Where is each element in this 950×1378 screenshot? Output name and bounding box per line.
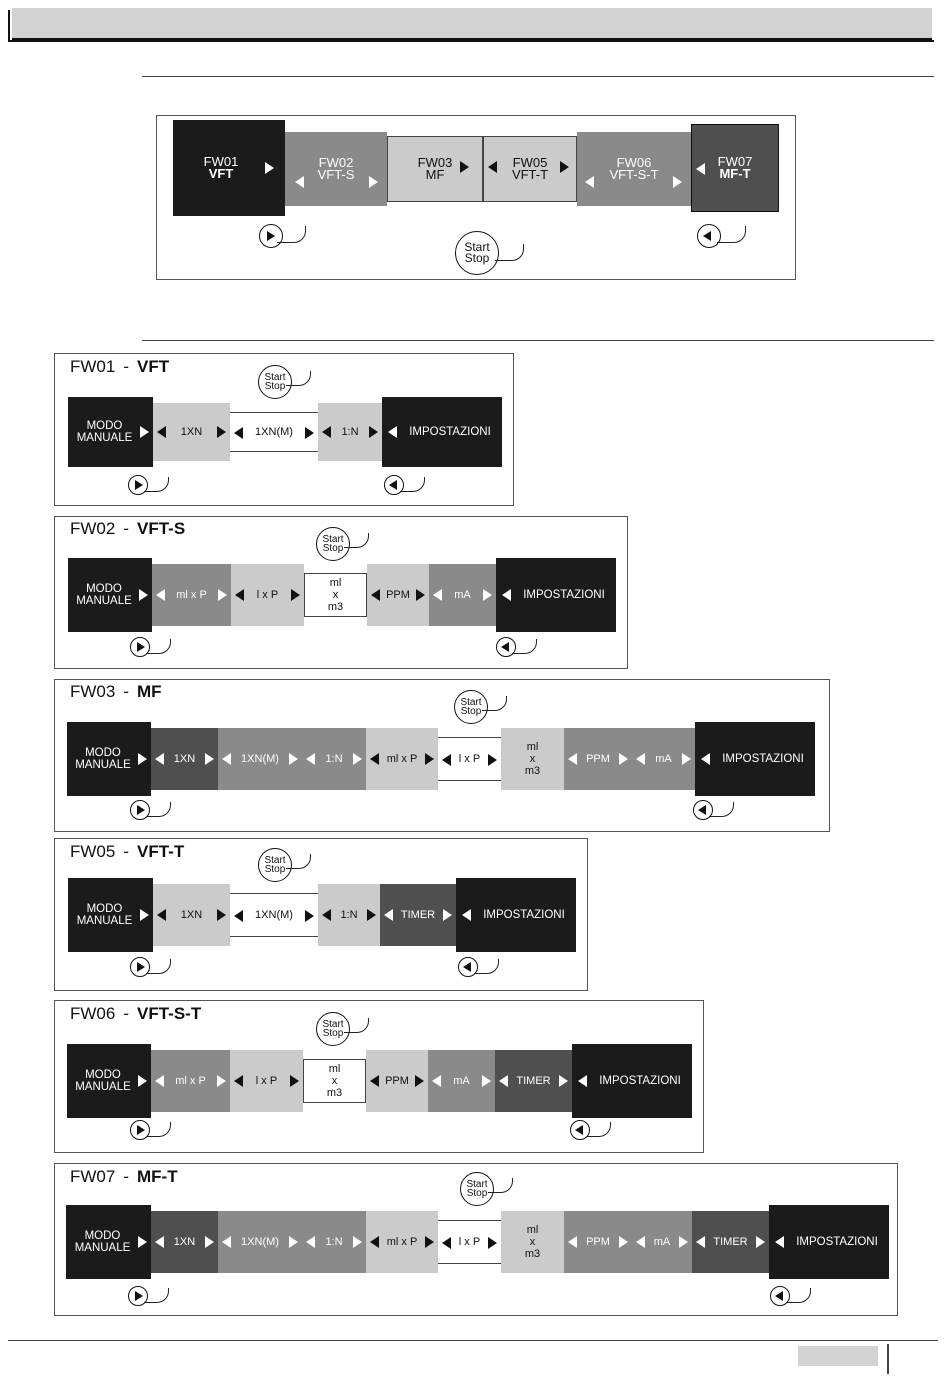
- arrow-left-icon: [578, 1075, 587, 1087]
- sequence-step-1xn-m: [218, 1211, 302, 1273]
- sequence-step-1xn: [151, 1211, 218, 1273]
- sequence-step-ml-x-m3: [303, 1059, 366, 1103]
- sequence-step-timer: [380, 884, 456, 946]
- step-label: TIMER: [400, 909, 436, 921]
- step-label: 1:N: [325, 753, 343, 765]
- header-corner-tick: [8, 10, 10, 42]
- step-label: MODO MANUALE: [75, 1069, 131, 1093]
- sequence-step-modo-manuale: [67, 722, 151, 796]
- triangle: [775, 1291, 783, 1301]
- sequence-step-1-n: [302, 728, 366, 790]
- sequence-step-timer: [495, 1050, 572, 1112]
- step-label: mA: [454, 589, 471, 601]
- arrow-right-icon: [289, 1236, 298, 1248]
- fw-item-name: VFT-S: [317, 167, 355, 182]
- arrow-right-icon: [290, 1075, 299, 1087]
- fw-item-code: FW05: [512, 155, 548, 170]
- header-bar: [12, 8, 932, 40]
- step-label: MODO MANUALE: [76, 583, 132, 607]
- arrow-left-icon: [388, 426, 397, 438]
- step-label: 1XN(M): [255, 426, 293, 438]
- pointing-hand-icon: [277, 226, 306, 243]
- sequence-separator: -: [123, 682, 130, 701]
- sequence-step-l-x-p: [438, 1220, 501, 1264]
- fw-item-name: VFT: [208, 166, 234, 181]
- arrow-right-icon: [756, 1236, 765, 1248]
- step-label: 1XN: [180, 426, 203, 438]
- arrow-left-icon: [234, 427, 243, 439]
- arrow-left-icon: [432, 1075, 441, 1087]
- sequence-code: FW03: [70, 682, 116, 701]
- footer-divider: [887, 1344, 889, 1374]
- sequence-step-1xn-m: [218, 728, 302, 790]
- arrow-right-icon: [217, 909, 226, 921]
- arrow-right-icon: [367, 909, 376, 921]
- arrow-right-icon: [353, 1236, 362, 1248]
- start-label: Start: [264, 372, 286, 383]
- arrow-left-icon: [322, 426, 331, 438]
- sequence-step-1xn: [153, 403, 230, 461]
- sequence-code: FW02: [70, 519, 116, 538]
- triangle: [135, 480, 143, 490]
- step-label: 1:N: [325, 1236, 343, 1248]
- fw-item-fw07: [691, 124, 779, 212]
- stop-label: Stop: [264, 864, 286, 875]
- arrow-right-icon: [443, 909, 452, 921]
- arrow-right-icon: [682, 753, 691, 765]
- step-label: 1XN(M): [255, 909, 293, 921]
- sequence-step-ma: [428, 1050, 495, 1112]
- arrow-right-icon: [305, 427, 314, 439]
- arrow-left-icon: [155, 1236, 164, 1248]
- sequence-step-1xn-m: [230, 412, 318, 452]
- arrow-right-icon: [369, 426, 378, 438]
- arrow-left-icon: [636, 1236, 645, 1248]
- arrow-left-icon: [502, 589, 511, 601]
- sequence-code: FW05: [70, 842, 116, 861]
- sequence-name: MF-T: [137, 1167, 178, 1186]
- sequence-step-ma: [632, 728, 695, 790]
- sequence-separator: -: [123, 842, 130, 861]
- arrow-left-icon: [234, 1075, 243, 1087]
- fw-item-name: VFT-T: [511, 167, 549, 182]
- arrow-right-icon: [140, 426, 149, 438]
- arrow-right-icon: [488, 1237, 497, 1249]
- arrow-right-icon: [679, 1236, 688, 1248]
- step-label: MODO MANUALE: [76, 903, 133, 927]
- sequence-code: FW06: [70, 1004, 116, 1023]
- start-label: Start: [264, 855, 286, 866]
- step-label: TIMER: [516, 1075, 551, 1087]
- sequence-step-1xn: [151, 728, 218, 790]
- step-label: l x P: [458, 753, 481, 765]
- arrow-left-icon: [155, 1075, 164, 1087]
- arrow-right-icon: [369, 176, 378, 188]
- arrow-right-icon: [217, 1075, 226, 1087]
- sequence-step-modo-manuale: [68, 558, 152, 632]
- arrow-right-icon: [488, 754, 497, 766]
- arrow-right-icon: [205, 753, 214, 765]
- triangle: [501, 642, 509, 652]
- step-label: mA: [655, 753, 672, 765]
- sequence-separator: -: [123, 519, 130, 538]
- stop-label: Stop: [322, 543, 344, 554]
- sequence-title: [70, 519, 185, 539]
- step-label: PPM: [586, 753, 610, 765]
- sequence-step-modo-manuale: [68, 397, 153, 467]
- start-label: Start: [460, 697, 482, 708]
- footer-rule: [8, 1340, 938, 1341]
- sequence-name: VFT-S-T: [137, 1004, 202, 1023]
- stop-label: Stop: [464, 251, 490, 265]
- arrow-left-icon: [370, 1075, 379, 1087]
- fw-item-code: FW01: [203, 154, 239, 169]
- step-label: ml x m3: [524, 741, 541, 777]
- arrow-left-icon: [235, 589, 244, 601]
- arrow-left-icon: [295, 176, 304, 188]
- start-label: Start: [464, 240, 490, 254]
- sequence-separator: -: [123, 357, 130, 376]
- section-rule-top: [142, 76, 934, 77]
- arrow-right-icon: [560, 161, 569, 173]
- arrow-right-icon: [217, 426, 226, 438]
- step-label: ml x m3: [326, 1063, 343, 1099]
- step-label: 1XN(M): [241, 753, 279, 765]
- arrow-left-icon: [306, 1236, 315, 1248]
- fw-item-fw03: [387, 136, 483, 202]
- sequence-step-impostazioni: [456, 878, 576, 952]
- header-rule: [8, 40, 934, 42]
- sequence-step-ppm: [564, 728, 632, 790]
- section-rule-middle: [142, 340, 934, 341]
- sequence-step-1-n: [318, 403, 382, 461]
- fw-item-fw06: [577, 132, 691, 206]
- sequence-separator: -: [123, 1004, 130, 1023]
- arrow-left-icon: [306, 753, 315, 765]
- stop-label: Stop: [322, 1028, 344, 1039]
- sequence-step-ml-x-p: [151, 1050, 230, 1112]
- arrow-right-icon: [415, 1075, 424, 1087]
- step-label: MODO MANUALE: [75, 747, 131, 771]
- arrow-right-icon: [138, 1075, 147, 1087]
- fw-item-fw01: [173, 120, 285, 216]
- stop-label: Stop: [460, 706, 482, 717]
- fw-item-fw05: [483, 136, 577, 202]
- fw-item-name: MF-T: [719, 166, 751, 181]
- sequence-step-impostazioni: [496, 558, 616, 632]
- sequence-separator: -: [123, 1167, 130, 1186]
- arrow-right-icon: [416, 589, 425, 601]
- fw-item-name: MF: [425, 167, 445, 182]
- step-label: ml x P: [386, 753, 418, 765]
- stop-label: Stop: [264, 381, 286, 392]
- sequence-name: MF: [137, 682, 162, 701]
- sequence-step-impostazioni: [695, 722, 815, 796]
- arrow-right-icon: [559, 1075, 568, 1087]
- fw-item-name: VFT-S-T: [609, 167, 659, 182]
- step-label: ml x m3: [327, 577, 344, 613]
- arrow-right-icon: [619, 1236, 628, 1248]
- step-label: IMPOSTAZIONI: [483, 909, 565, 921]
- sequence-step-impostazioni: [572, 1044, 692, 1118]
- sequence-step-1-n: [302, 1211, 366, 1273]
- arrow-right-icon: [139, 589, 148, 601]
- arrow-left-icon: [234, 910, 243, 922]
- fw-item-code: FW03: [417, 155, 453, 170]
- sequence-step-ppm: [367, 564, 429, 626]
- step-label: mA: [653, 1236, 671, 1248]
- arrow-left-icon: [371, 589, 380, 601]
- step-label: PPM: [385, 1075, 409, 1087]
- sequence-step-l-x-p: [230, 1050, 303, 1112]
- arrow-left-icon: [488, 161, 497, 173]
- sequence-step-ma: [429, 564, 496, 626]
- arrow-left-icon: [155, 753, 164, 765]
- step-label: l x P: [458, 1236, 481, 1248]
- sequence-step-ppm: [564, 1211, 632, 1273]
- step-label: IMPOSTAZIONI: [523, 589, 605, 601]
- arrow-left-icon: [157, 426, 166, 438]
- step-label: PPM: [386, 589, 410, 601]
- step-label: ml x P: [175, 1075, 206, 1087]
- triangle: [389, 480, 397, 490]
- arrow-right-icon: [138, 753, 147, 765]
- triangle: [137, 1125, 145, 1135]
- firmware-selection-diagram: [156, 115, 796, 280]
- sequence-title: [70, 842, 184, 862]
- arrow-right-icon: [138, 1236, 147, 1248]
- arrow-right-icon: [205, 1236, 214, 1248]
- sequence-step-impostazioni: [382, 397, 502, 467]
- sequence-title: [70, 1167, 178, 1187]
- arrow-right-icon: [425, 1236, 434, 1248]
- triangle: [135, 1291, 143, 1301]
- sequence-step-ml-x-m3: [304, 573, 367, 617]
- step-label: MODO MANUALE: [74, 1230, 131, 1254]
- fw-item-code: FW02: [318, 155, 354, 170]
- arrow-right-icon: [425, 753, 434, 765]
- step-label: 1XN: [173, 753, 196, 765]
- arrow-right-icon: [460, 161, 469, 173]
- arrow-left-icon: [701, 753, 710, 765]
- triangle: [137, 962, 145, 972]
- sequence-step-ppm: [366, 1050, 428, 1112]
- sequence-title: [70, 682, 162, 702]
- sequence-step-impostazioni: [769, 1205, 889, 1279]
- fw-item-code: FW06: [616, 155, 652, 170]
- fw-item-fw02: [285, 132, 387, 206]
- step-label: l x P: [255, 1075, 278, 1087]
- sequence-title: [70, 1004, 201, 1024]
- step-label: ml x P: [176, 589, 207, 601]
- sequence-step-1-n: [318, 884, 380, 946]
- step-label: 1XN(M): [241, 1236, 279, 1248]
- arrow-left-icon: [696, 1236, 705, 1248]
- arrow-left-icon: [636, 753, 645, 765]
- arrow-left-icon: [370, 753, 379, 765]
- arrow-right-icon: [483, 589, 492, 601]
- arrow-left-icon: [568, 1236, 577, 1248]
- sequence-step-ml-x-m3: [501, 728, 564, 790]
- arrow-right-icon: [140, 909, 149, 921]
- pointing-hand-icon: [717, 226, 746, 243]
- triangle: [463, 962, 471, 972]
- triangle: [137, 642, 145, 652]
- arrow-left-icon: [585, 176, 594, 188]
- sequence-step-ml-x-p: [366, 728, 438, 790]
- step-label: 1:N: [341, 426, 359, 438]
- sequence-step-l-x-p: [231, 564, 304, 626]
- step-label: 1XN: [173, 1236, 196, 1248]
- start-label: Start: [466, 1179, 488, 1190]
- sequence-name: VFT-T: [137, 842, 185, 861]
- arrow-right-icon: [673, 176, 682, 188]
- arrow-right-icon: [218, 589, 227, 601]
- step-label: ml x m3: [524, 1224, 541, 1260]
- stop-label: Stop: [466, 1188, 488, 1199]
- step-label: IMPOSTAZIONI: [409, 426, 491, 438]
- arrow-left-icon: [222, 1236, 231, 1248]
- arrow-left-icon: [442, 1237, 451, 1249]
- step-label: TIMER: [713, 1236, 748, 1248]
- pointing-hand-icon: [495, 244, 524, 261]
- sequence-step-l-x-p: [438, 737, 501, 781]
- arrow-right-icon: [305, 910, 314, 922]
- step-label: ml x P: [386, 1236, 418, 1248]
- arrow-left-icon: [696, 163, 705, 175]
- arrow-left-icon: [157, 909, 166, 921]
- sequence-step-modo-manuale: [68, 878, 153, 952]
- sequence-step-modo-manuale: [66, 1205, 151, 1279]
- sequence-code: FW07: [70, 1167, 116, 1186]
- sequence-name: VFT: [137, 357, 170, 376]
- arrow-left-icon: [222, 753, 231, 765]
- triangle: [698, 805, 706, 815]
- step-label: mA: [453, 1075, 470, 1087]
- sequence-step-ml-x-p: [366, 1211, 438, 1273]
- start-label: Start: [322, 534, 344, 545]
- arrow-left-icon: [499, 1075, 508, 1087]
- arrow-right-icon: [289, 753, 298, 765]
- step-label: MODO MANUALE: [76, 420, 133, 444]
- sequence-step-1xn-m: [230, 893, 318, 937]
- sequence-step-timer: [692, 1211, 769, 1273]
- step-label: IMPOSTAZIONI: [796, 1236, 878, 1248]
- arrow-left-icon: [462, 909, 471, 921]
- step-label: l x P: [256, 589, 279, 601]
- start-stop-button-icon: [455, 231, 499, 275]
- sequence-title: [70, 357, 169, 377]
- arrow-left-icon: [433, 589, 442, 601]
- sequence-code: FW01: [70, 357, 116, 376]
- step-label: IMPOSTAZIONI: [722, 753, 804, 765]
- arrow-left-icon: [322, 909, 331, 921]
- arrow-left-icon: [775, 1236, 784, 1248]
- sequence-step-modo-manuale: [67, 1044, 151, 1118]
- sequence-step-ma: [632, 1211, 692, 1273]
- sequence-step-ml-x-m3: [501, 1211, 564, 1273]
- triangle: [575, 1125, 583, 1135]
- arrow-left-icon: [442, 754, 451, 766]
- sequence-step-ml-x-p: [152, 564, 231, 626]
- step-label: IMPOSTAZIONI: [599, 1075, 681, 1087]
- step-label: PPM: [586, 1236, 610, 1248]
- footer-page-box: [798, 1346, 878, 1366]
- arrow-right-icon: [291, 589, 300, 601]
- triangle: [137, 805, 145, 815]
- step-label: 1:N: [340, 909, 358, 921]
- arrow-left-icon: [370, 1236, 379, 1248]
- sequence-step-1xn: [153, 884, 230, 946]
- arrow-left-icon: [156, 589, 165, 601]
- arrow-right-icon: [265, 162, 274, 174]
- fw-item-code: FW07: [717, 154, 753, 169]
- arrow-left-icon: [568, 753, 577, 765]
- sequence-name: VFT-S: [137, 519, 186, 538]
- step-label: 1XN: [180, 909, 203, 921]
- arrow-right-icon: [482, 1075, 491, 1087]
- arrow-right-icon: [353, 753, 362, 765]
- start-label: Start: [322, 1019, 344, 1030]
- arrow-right-icon: [619, 753, 628, 765]
- arrow-left-icon: [384, 909, 393, 921]
